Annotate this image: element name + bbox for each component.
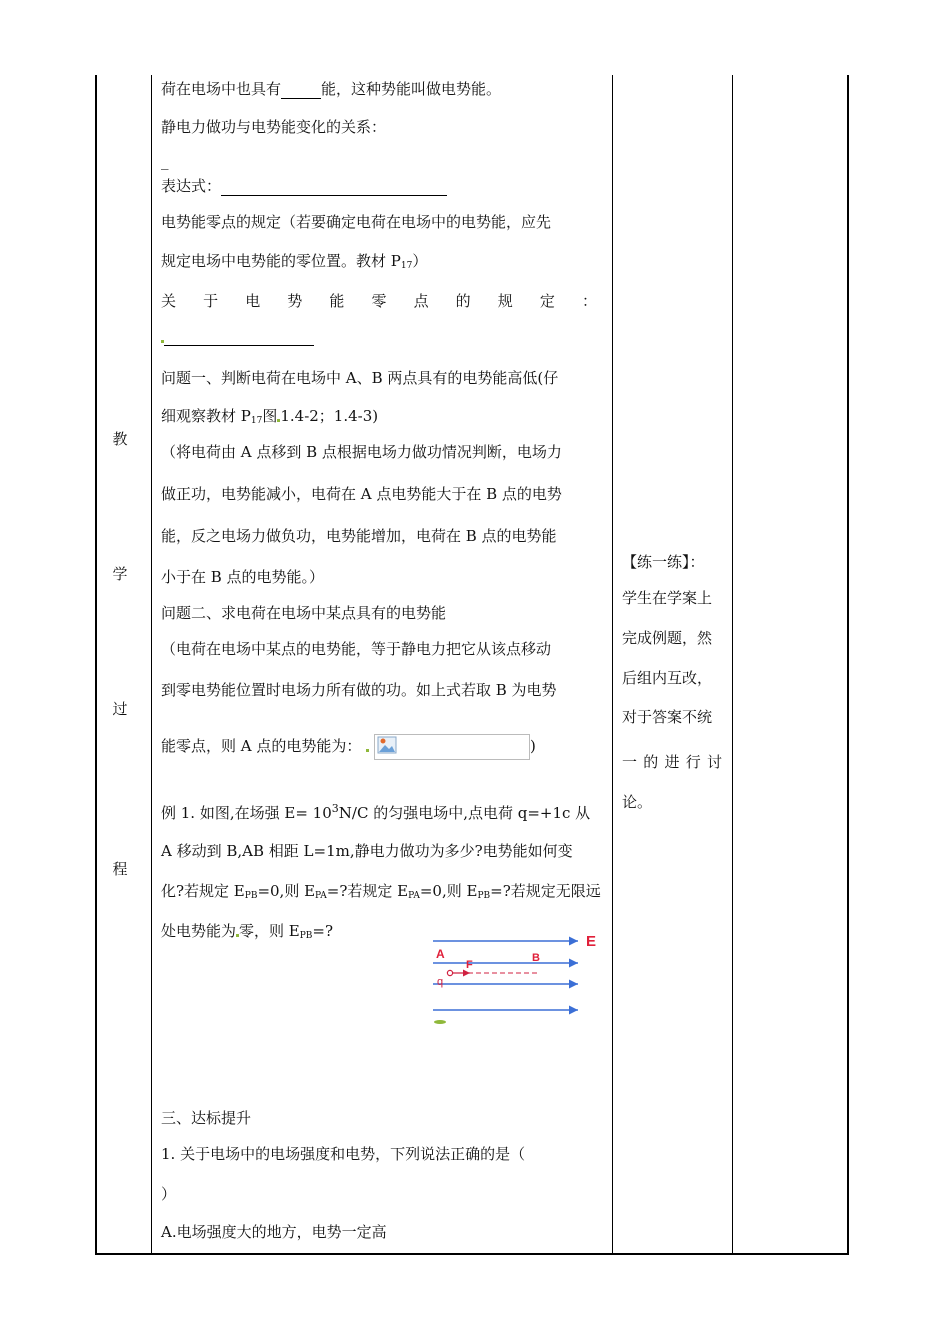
text-line: 荷在电场中也具有 能，这种势能叫做电势能。	[161, 80, 502, 98]
note-line: 后组内互改，	[622, 669, 713, 687]
text-line: （电荷在电场中某点的电势能，等于静电力把它从该点移动	[161, 640, 552, 658]
fill-blank	[221, 177, 447, 196]
charge-q-label: q	[437, 976, 444, 988]
fill-blank	[164, 327, 314, 346]
text-line: A 移动到 B,AB 相距 L=1m,静电力做功为多少?电势能如何变	[161, 842, 573, 860]
text-line: 电势能零点的规定（若要确定电荷在电场中的电势能，应先	[161, 213, 552, 231]
marker-dot	[434, 1020, 446, 1024]
text-line: 例 1. 如图,在场强 $E= 10^3N/C$ 的匀强电场中,点电荷 q=+1c 从	[161, 802, 591, 822]
force-f-label: F	[466, 959, 473, 971]
marker-dot	[366, 749, 369, 752]
text-line: 静电力做功与电势能变化的关系：	[161, 118, 387, 136]
text-line: 处电势能为 零，则 $E_{PB}=$?	[161, 922, 334, 941]
table-border-right	[847, 75, 849, 1255]
practice-title: 【练一练】：	[622, 553, 705, 571]
charge-q-icon	[447, 970, 452, 975]
text-line: 1. 关于电场中的电场强度和电势，下列说法正确的是（	[161, 1145, 526, 1163]
text-line: 能零点，则 A 点的电势能为： )	[161, 734, 536, 760]
text-line: 能，反之电场力做负功，电势能增加，电荷在 B 点的电势能	[161, 527, 557, 545]
text-line	[161, 327, 314, 346]
side-label-char: 程	[112, 860, 128, 878]
missing-image-placeholder	[374, 734, 530, 760]
fill-blank	[281, 80, 321, 99]
text-line: 表达式：	[161, 175, 447, 196]
text-line: 问题一、判断电荷在电场中 A、B 两点具有的电势能高低(仔	[161, 369, 559, 387]
text-line: 做正功，电势能减小，电荷在 A 点电势能大于在 B 点的电势	[161, 485, 562, 503]
text-line: 小于在 B 点的电势能。）	[161, 568, 325, 586]
lesson-table	[95, 75, 849, 1255]
side-label-char: 过	[112, 700, 128, 718]
field-e-label: E	[586, 933, 597, 950]
electric-field-figure	[428, 918, 618, 1030]
text-line-justified: 关 于 电 势 能 零 点 的 规 定 ：	[161, 292, 597, 310]
note-line: 完成例题，然	[622, 629, 713, 647]
note-line: 对于答案不统	[622, 708, 713, 726]
text-line: 规定电场中电势能的零位置。教材 $P_{17}$）	[161, 252, 428, 271]
text-line: 细观察教材 $P_{17}$图 1.4-2；1.4-3)	[161, 407, 379, 426]
text-line: _	[161, 152, 169, 170]
table-border-bottom	[95, 1253, 849, 1255]
side-label-char: 学	[112, 565, 128, 583]
field-diagram	[428, 918, 618, 1026]
text-line: A.电场强度大的地方，电势一定高	[161, 1223, 387, 1241]
text-line: 到零电势能位置时电场力所有做的功。如上式若取 B 为电势	[161, 681, 557, 699]
side-label-char: 教	[112, 430, 128, 448]
column-divider	[612, 75, 613, 1255]
column-divider	[151, 75, 152, 1255]
section-heading: 三、达标提升	[161, 1109, 252, 1127]
text-line: 问题二、求电荷在电场中某点具有的电势能	[161, 604, 447, 622]
point-b-label: B	[532, 952, 540, 964]
broken-image-icon	[377, 736, 397, 754]
column-divider	[732, 75, 733, 1255]
text-line: （将电荷由 A 点移到 B 点根据电场力做功情况判断，电场力	[161, 443, 562, 461]
table-border-left	[95, 75, 97, 1255]
point-a-label: A	[436, 947, 445, 961]
note-line: 学生在学案上	[622, 589, 713, 607]
note-line-justified: 一 的 进 行 讨	[622, 753, 722, 771]
text-line: ）	[161, 1185, 177, 1203]
note-line: 论。	[622, 793, 653, 811]
text-line: 化?若规定 $E_{PB}=0$,则 $E_{PA}=$?若规定 $E_{PA}=0$,则 $E_{PB}=$?若规定无限远	[161, 882, 601, 901]
